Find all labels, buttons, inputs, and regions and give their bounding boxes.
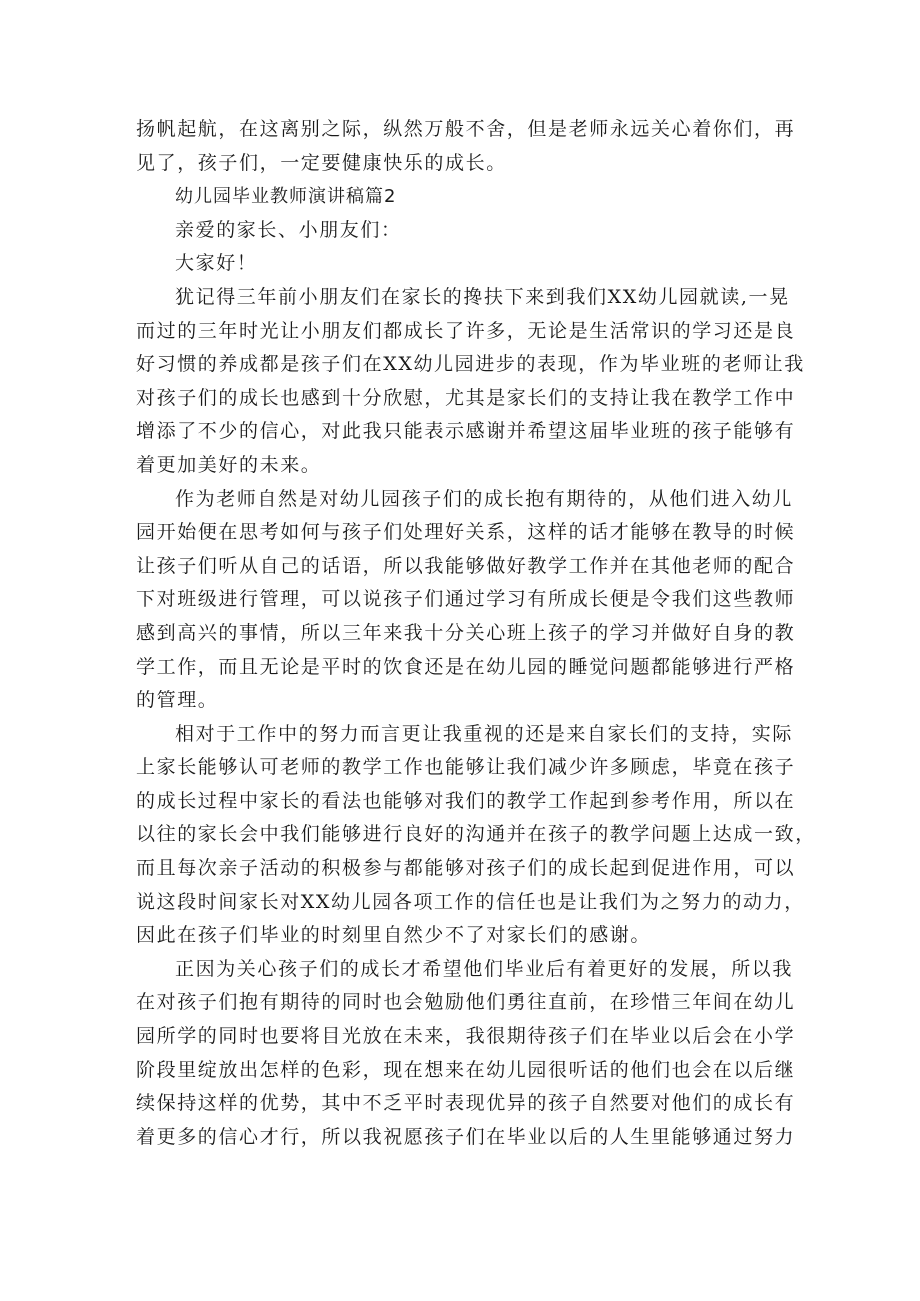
text-line: 作为老师自然是对幼儿园孩子们的成长抱有期待的，从他们进入幼儿	[175, 487, 794, 510]
text-line: 学工作，而且无论是平时的饮食还是在幼儿园的睡觉问题都能够进行严格	[136, 655, 796, 678]
text-line: 着更多的信心才行，所以我祝愿孩子们在毕业以后的人生里能够通过努力	[136, 1125, 796, 1148]
text-line: 而且每次亲子活动的积极参与都能够对孩子们的成长起到促进作用，可以	[136, 857, 796, 880]
text-line: 增添了不少的信心，对此我只能表示感谢并希望这届毕业班的孩子能够有	[136, 420, 796, 443]
document-body	[136, 113, 816, 1154]
text-line: 感到高兴的事情，所以三年来我十分关心班上孩子的学习并做好自身的教	[136, 621, 796, 644]
text-line: 在对孩子们抱有期待的同时也会勉励他们勇往直前，在珍惜三年间在幼儿	[136, 991, 796, 1014]
text-line: 园所学的同时也要将目光放在未来，我很期待孩子们在毕业以后会在小学	[136, 1025, 796, 1048]
section-heading: 幼儿园毕业教师演讲稿篇2	[175, 186, 397, 208]
text-line: 见了，孩子们，一定要健康快乐的成长。	[136, 151, 507, 174]
text-line: 的管理。	[136, 689, 219, 712]
text-line: 下对班级进行管理，可以说孩子们通过学习有所成长便是令我们这些教师	[136, 588, 796, 611]
text-line: 正因为关心孩子们的成长才希望他们毕业后有着更好的发展，所以我	[175, 957, 794, 980]
text-line: 说这段时间家长对XX幼儿园各项工作的信任也是让我们为之努力的动力，	[136, 890, 805, 913]
text-line: 让孩子们听从自己的话语，所以我能够做好教学工作并在其他老师的配合	[136, 554, 796, 577]
text-line: 续保持这样的优势，其中不乏平时表现优异的孩子自然要对他们的成长有	[136, 1092, 796, 1115]
text-line: 着更加美好的未来。	[136, 453, 322, 476]
text-line: 好习惯的养成都是孩子们在XX幼儿园进步的表现，作为毕业班的老师让我	[136, 353, 805, 376]
text-line: 亲爱的家长、小朋友们：	[175, 218, 402, 241]
text-line: 扬帆起航，在这离别之际，纵然万般不舍，但是老师永远关心着你们，再	[136, 118, 796, 140]
text-line: 以往的家长会中我们能够进行良好的沟通并在孩子的教学问题上达成一致，	[136, 823, 816, 846]
text-line: 因此在孩子们毕业的时刻里自然少不了对家长们的感谢。	[136, 924, 652, 947]
text-line: 大家好！	[175, 252, 258, 275]
text-line: 园开始便在思考如何与孩子们处理好关系，这样的话才能够在教导的时候	[136, 521, 796, 544]
text-line: 犹记得三年前小朋友们在家长的搀扶下来到我们XX幼儿园就读,一晃	[175, 285, 790, 308]
text-line: 阶段里绽放出怎样的色彩，现在想来在幼儿园很听话的他们也会在以后继	[136, 1058, 796, 1081]
text-line: 的成长过程中家长的看法也能够对我们的教学工作起到参考作用，所以在	[136, 789, 796, 812]
text-line: 对孩子们的成长也感到十分欣慰，尤其是家长们的支持让我在教学工作中	[136, 386, 796, 409]
text-line: 相对于工作中的努力而言更让我重视的还是来自家长们的支持，实际	[175, 722, 794, 745]
text-line: 而过的三年时光让小朋友们都成长了许多，无论是生活常识的学习还是良	[136, 319, 796, 342]
text-line: 上家长能够认可老师的教学工作也能够让我们减少许多顾虑，毕竟在孩子	[136, 756, 796, 779]
